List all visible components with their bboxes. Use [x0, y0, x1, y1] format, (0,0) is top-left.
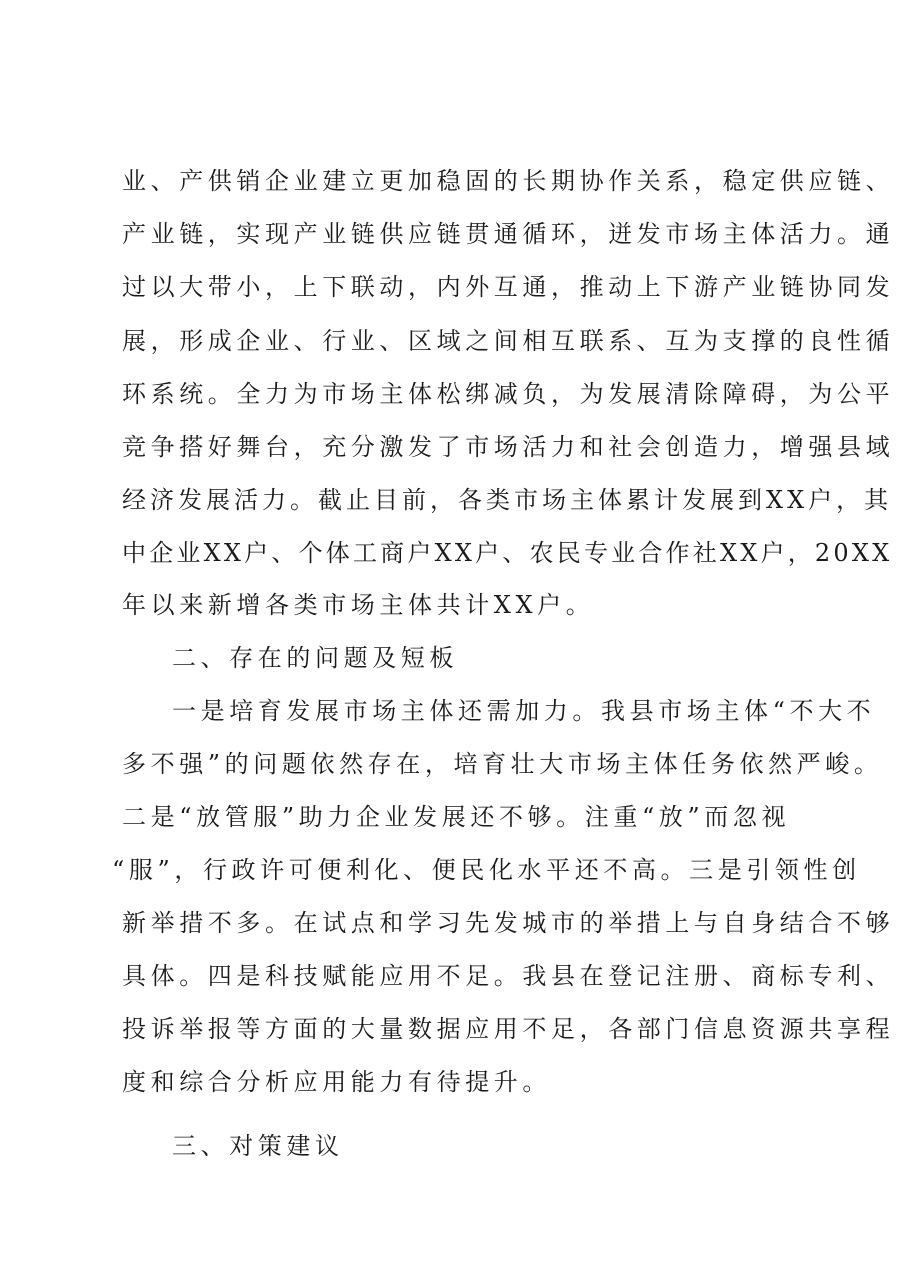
section-heading: 三、对策建议: [172, 1132, 344, 1160]
paragraph-line: 具体。四是科技赋能应用不足。我县在登记注册、商标专利、: [122, 962, 895, 990]
paragraph-line: 展，形成企业、行业、区域之间相互联系、互为支撑的良性循: [122, 327, 895, 355]
paragraph-line: 一是培育发展市场主体还需加力。我县市场主体“不大不: [172, 697, 876, 725]
paragraph-line: 年以来新增各类市场主体共计XX户。: [122, 591, 595, 619]
paragraph-line: 中企业XX户、个体工商户XX户、农民专业合作社XX户，20XX: [122, 539, 893, 567]
paragraph-line: 多不强”的问题依然存在，培育壮大市场主体任务依然严峻。: [122, 750, 883, 778]
paragraph-line: 经济发展活力。截止目前，各类市场主体累计发展到XX户，其: [122, 486, 893, 514]
paragraph-line: 度和综合分析应用能力有待提升。: [122, 1068, 551, 1096]
paragraph-line: 过以大带小，上下联动，内外互通，推动上下游产业链协同发: [122, 273, 895, 301]
paragraph-line: 投诉举报等方面的大量数据应用不足，各部门信息资源共享程: [122, 1015, 895, 1043]
paragraph-line: 新举措不多。在试点和学习先发城市的举措上与自身结合不够: [122, 909, 895, 937]
paragraph-line: 二是“放管服”助力企业发展还不够。注重“放”而忽视: [122, 803, 791, 831]
paragraph-line: 竞争搭好舞台，充分激发了市场活力和社会创造力，增强县域: [122, 433, 895, 461]
paragraph-line: 产业链，实现产业链供应链贯通循环，迸发市场主体活力。通: [122, 220, 895, 248]
paragraph-line: 环系统。全力为市场主体松绑减负，为发展清除障碍，为公平: [122, 380, 895, 408]
paragraph-line: “服”，行政许可便利化、便民化水平还不高。三是引领性创: [112, 856, 861, 884]
paragraph-line: 业、产供销企业建立更加稳固的长期协作关系，稳定供应链、: [122, 167, 895, 195]
section-heading: 二、存在的问题及短板: [172, 644, 458, 672]
